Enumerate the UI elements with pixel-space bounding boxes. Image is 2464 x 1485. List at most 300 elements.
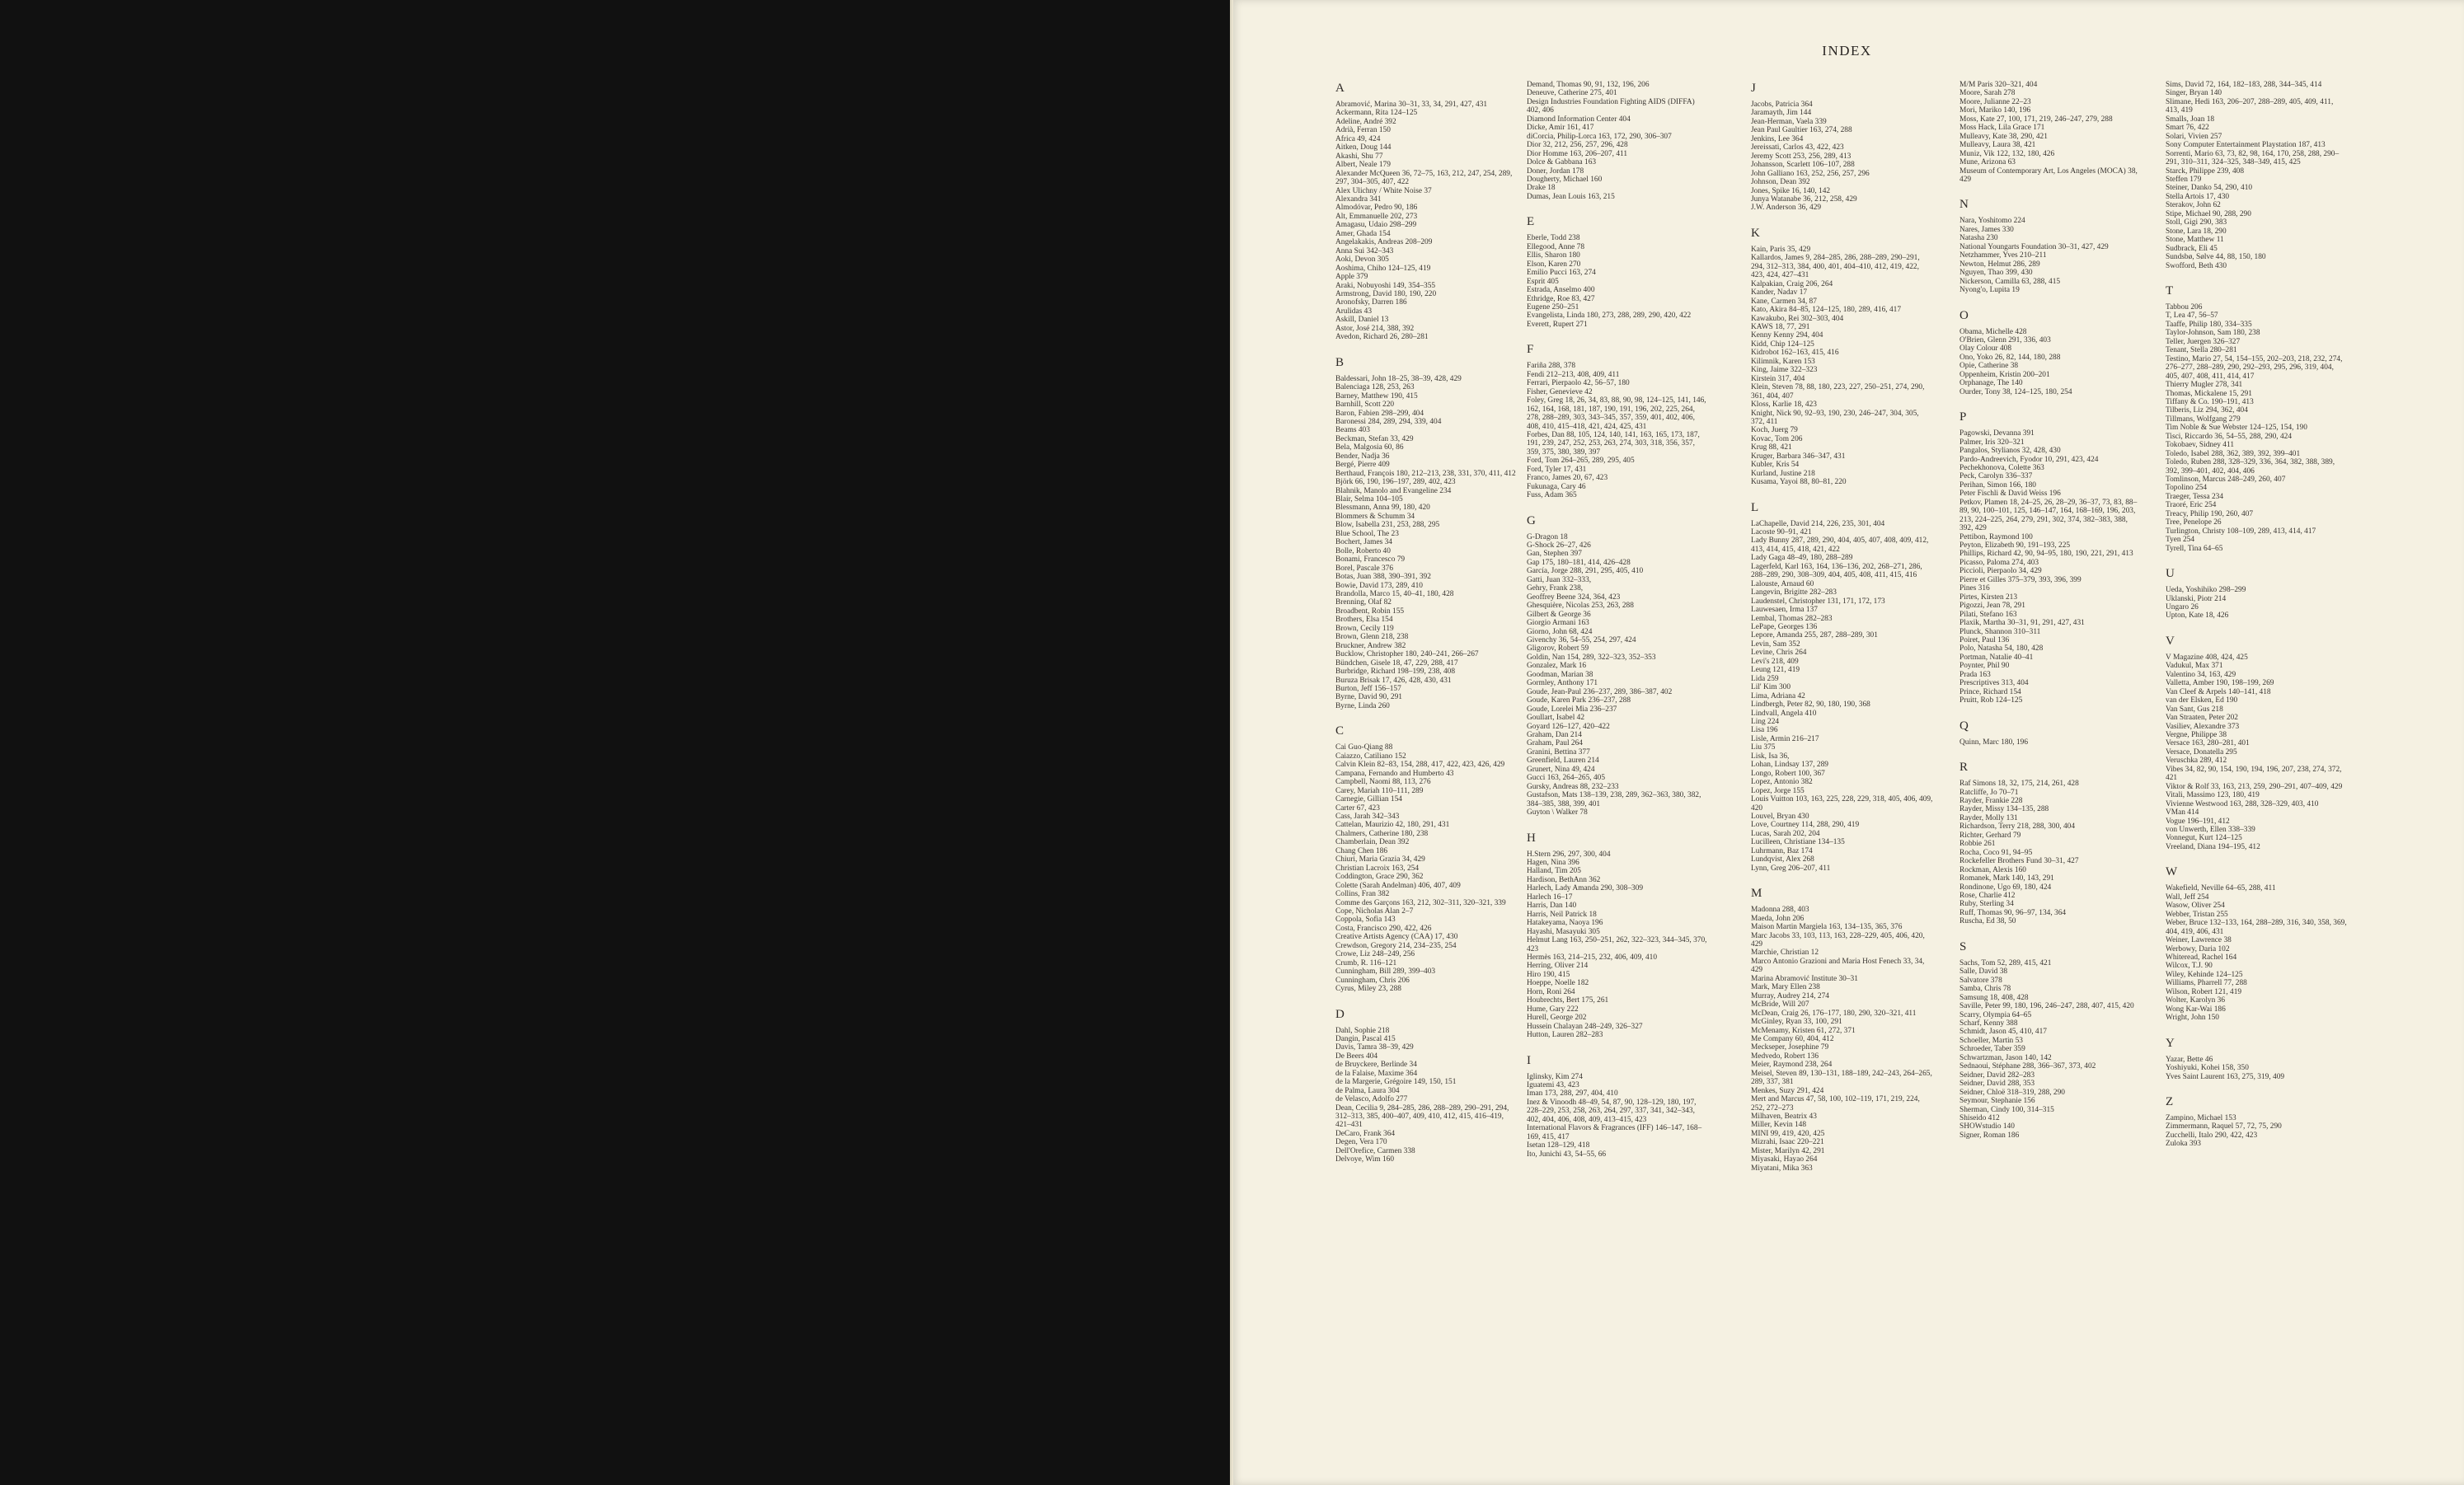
- index-entry: Louis Vuitton 103, 163, 225, 228, 229, 318, 405, 406, 409, 420: [1751, 795, 1933, 813]
- index-entry: Seidner, Chloë 318–319, 288, 290: [1959, 1088, 2065, 1097]
- index-entry: Eberle, Todd 238: [1527, 234, 1580, 243]
- index-entry: Sednaoui, Stéphane 288, 366–367, 373, 402: [1959, 1062, 2096, 1071]
- index-entry: Crewdson, Gregory 214, 234–235, 254: [1335, 941, 1457, 950]
- index-entry: Lepore, Amanda 255, 287, 288–289, 301: [1751, 631, 1878, 640]
- index-entry: Robbie 261: [1959, 840, 1996, 849]
- index-entry: Lalouste, Arnaud 60: [1751, 579, 1814, 588]
- index-entry: Newton, Helmut 286, 289: [1959, 260, 2040, 269]
- index-entry: Coddington, Grace 290, 362: [1335, 873, 1424, 882]
- index-entry: Ferrari, Pierpaolo 42, 56–57, 180: [1527, 379, 1630, 388]
- index-section: [2166, 283, 2349, 553]
- index-entry: Givenchy 36, 54–55, 254, 297, 424: [1527, 636, 1636, 645]
- index-entry: Richardson, Terry 218, 288, 300, 404: [1959, 822, 2076, 832]
- section-letter: G: [1527, 513, 1536, 527]
- index-entry: Salvatore 378: [1959, 976, 2002, 985]
- index-entry: Pirtes, Kirsten 213: [1959, 593, 2018, 602]
- index-entry: Brown, Cecily 119: [1335, 624, 1394, 633]
- index-entry: Lil' Kim 300: [1751, 683, 1791, 692]
- index-entry: Broadbent, Robin 155: [1335, 607, 1405, 616]
- index-entry: DeCaro, Frank 364: [1335, 1129, 1396, 1138]
- index-entry: Starck, Philippe 239, 408: [2166, 166, 2245, 176]
- index-entry: Madonna 288, 403: [1751, 906, 1809, 915]
- index-entry: Traoré, Eric 254: [2166, 501, 2217, 510]
- index-entry: Webber, Tristan 255: [2166, 910, 2228, 919]
- index-entry: de Velasco, Adolfo 277: [1335, 1095, 1408, 1104]
- index-entry: Carter 67, 423: [1335, 803, 1380, 813]
- index-entry: Prince, Richard 154: [1959, 687, 2021, 696]
- index-entry: Picasso, Paloma 274, 403: [1959, 558, 2039, 567]
- index-entry: Tokobaev, Sidney 411: [2166, 441, 2235, 450]
- index-entry: Gilbert & George 36: [1527, 610, 1591, 619]
- index-entry: Cope, Nicholas Alan 2–7: [1335, 906, 1414, 916]
- index-entry: Berthaud, François 180, 212–213, 238, 331, 370, 411, 412: [1335, 469, 1516, 478]
- index-entry: Menkes, Suzy 291, 424: [1751, 1086, 1824, 1095]
- index-entry: Krug 88, 421: [1751, 443, 1792, 452]
- index-entry: Nyong'o, Lupita 19: [1959, 286, 2020, 295]
- index-entry: Barnhill, Scott 220: [1335, 401, 1395, 410]
- index-section: [1527, 513, 1710, 817]
- index-entry: Africa 49, 424: [1335, 134, 1381, 143]
- section-letter: A: [1335, 82, 1345, 95]
- index-entry: Bochert, James 34: [1335, 538, 1392, 547]
- index-entry: Blessmann, Anna 99, 180, 420: [1335, 504, 1430, 513]
- index-entry: VMan 414: [2166, 808, 2199, 817]
- index-entry: Muniz, Vik 122, 132, 180, 426: [1959, 149, 2055, 158]
- index-entry: Sherman, Cindy 100, 314–315: [1959, 1105, 2054, 1114]
- index-entry: Houbrechts, Bert 175, 261: [1527, 996, 1609, 1005]
- index-entry: Harlech, Lady Amanda 290, 308–309: [1527, 884, 1644, 893]
- index-entry: Jereissati, Carlos 43, 422, 423: [1751, 143, 1844, 152]
- index-entry: Doner, Jordan 178: [1527, 166, 1584, 176]
- index-entry: Ruby, Sterling 34: [1959, 900, 2014, 909]
- index-entry: Dumas, Jean Louis 163, 215: [1527, 192, 1615, 201]
- index-section: [1959, 197, 2143, 294]
- index-entry: H.Stern 296, 297, 300, 404: [1527, 850, 1611, 859]
- index-entry: Brenning, Olaf 82: [1335, 598, 1392, 607]
- index-entry: Prada 163: [1959, 670, 1991, 679]
- index-entry: Maison Martin Margiela 163, 134–135, 365, 376: [1751, 923, 1903, 932]
- index-entry: Baronessi 284, 289, 294, 339, 404: [1335, 417, 1442, 426]
- index-entry: Cunningham, Chris 206: [1335, 976, 1410, 985]
- index-entry: Adeline, André 392: [1335, 117, 1396, 126]
- index-entry: Zampino, Michael 153: [2166, 1113, 2236, 1122]
- index-entry: Albert, Neale 179: [1335, 161, 1391, 170]
- index-entry: Sims, David 72, 164, 182–183, 288, 344–345, 414: [2166, 81, 2322, 89]
- index-entry: Creative Artists Agency (CAA) 17, 430: [1335, 933, 1458, 942]
- index-entry: Christian Lacroix 163, 254: [1335, 864, 1420, 873]
- index-entry: Netzhammer, Yves 210–211: [1959, 251, 2047, 260]
- index-entry: Poiret, Paul 136: [1959, 636, 2010, 645]
- section-letter: K: [1751, 226, 1760, 240]
- index-entry: Murray, Audrey 214, 274: [1751, 991, 1829, 1000]
- index-entry: Wright, John 150: [2166, 1014, 2219, 1023]
- index-entry: Marc Jacobs 33, 103, 113, 163, 228–229, 405, 406, 420, 429: [1751, 931, 1925, 949]
- index-entry: Burton, Jeff 156–157: [1335, 685, 1401, 693]
- index-entry: Blue School, The 23: [1335, 529, 1399, 538]
- index-entry: O'Brien, Glenn 291, 336, 403: [1959, 335, 2051, 344]
- index-entry: Steiner, Danko 54, 290, 410: [2166, 184, 2253, 193]
- index-entry: Mark, Mary Ellen 238: [1751, 983, 1820, 992]
- index-entry: Langevin, Brigitte 282–283: [1751, 588, 1837, 597]
- index-entry: Mori, Mariko 140, 196: [1959, 106, 2031, 115]
- index-section: [1527, 1053, 1710, 1159]
- index-entry: Laudenstel, Christopher 131, 171, 172, 173: [1751, 597, 1885, 606]
- index-entry: Coppola, Sofia 143: [1335, 916, 1396, 925]
- index-entry: Collins, Fran 382: [1335, 890, 1390, 899]
- index-entry: Stipe, Michael 90, 288, 290: [2166, 209, 2251, 218]
- index-entry: Hiro 190, 415: [1527, 970, 1570, 979]
- index-entry: Wilcox, T.J. 90: [2166, 962, 2213, 971]
- section-letter: U: [2166, 567, 2175, 581]
- index-entry: Medvedo, Robert 136: [1751, 1052, 1819, 1061]
- index-entry: Stone, Matthew 11: [2166, 236, 2224, 245]
- index-column: [1335, 81, 1518, 1164]
- index-entry: Brandolla, Marco 15, 40–41, 180, 428: [1335, 590, 1454, 599]
- index-entry: Longo, Robert 100, 367: [1751, 769, 1825, 778]
- index-entry: Zuloka 393: [2166, 1140, 2201, 1149]
- index-entry: Tiffany & Co. 190–191, 413: [2166, 397, 2254, 406]
- index-entry: Bela, Malgosia 60, 86: [1335, 443, 1404, 452]
- index-entry: Phillips, Richard 42, 90, 94–95, 180, 190, 221, 291, 413: [1959, 550, 2133, 559]
- index-entry: Alt, Emmanuelle 202, 273: [1335, 212, 1418, 221]
- index-entry: Rayder, Frankie 228: [1959, 797, 2023, 805]
- index-entry: Herring, Oliver 214: [1527, 962, 1589, 971]
- index-entry: Davis, Tamra 38–39, 429: [1335, 1043, 1414, 1052]
- index-entry: Baldessari, John 18–25, 38–39, 428, 429: [1335, 374, 1462, 383]
- index-entry: Stoll, Gigi 290, 383: [2166, 218, 2227, 227]
- index-entry: Oppenheim, Kristin 200–201: [1959, 370, 2050, 379]
- index-entry: Yoshiyuki, Kohei 158, 350: [2166, 1064, 2249, 1073]
- index-entry: Dior Homme 163, 206–207, 411: [1527, 149, 1628, 158]
- index-entry: Nguyen, Thao 399, 430: [1959, 269, 2033, 278]
- index-entry: Slimane, Hedi 163, 206–207, 288–289, 405, 409, 411, 413, 419: [2166, 97, 2334, 115]
- index-entry: Gonzalez, Mark 16: [1527, 662, 1587, 671]
- index-entry: Fisher, Genevieve 42: [1527, 387, 1593, 396]
- index-entry: Chalmers, Catherine 180, 238: [1335, 829, 1429, 838]
- section-letter: F: [1527, 343, 1534, 357]
- index-entry: Emilio Pucci 163, 274: [1527, 269, 1596, 278]
- index-entry: Ethridge, Roe 83, 427: [1527, 294, 1595, 303]
- index-entry: Akashi, Shu 77: [1335, 152, 1383, 161]
- index-entry: Moss, Kate 27, 100, 171, 219, 246–247, 279, 288: [1959, 115, 2113, 124]
- index-entry: Hardison, BethAnn 362: [1527, 875, 1601, 884]
- index-section: [1959, 308, 2143, 397]
- index-entry: Alex Ulichny / White Noise 37: [1335, 186, 1432, 195]
- index-entry: Vergne, Philippe 38: [2166, 731, 2227, 739]
- index-entry: Prescriptives 313, 404: [1959, 679, 2029, 688]
- index-section: [1959, 760, 2143, 926]
- index-entry: Veruschka 289, 412: [2166, 757, 2227, 766]
- section-letter: Q: [1959, 719, 1969, 733]
- index-entry: Nara, Yoshitomo 224: [1959, 217, 2025, 226]
- index-entry: Alexander McQueen 36, 72–75, 163, 212, 247, 254, 289, 297, 304–305, 407, 422: [1335, 169, 1513, 187]
- index-entry: Van Straaten, Peter 202: [2166, 714, 2238, 723]
- index-section: [2166, 864, 2349, 1022]
- index-entry: Piccioli, Pierpaolo 34, 429: [1959, 567, 2042, 576]
- index-entry: Dahl, Sophie 218: [1335, 1026, 1390, 1035]
- index-entry: Jacobs, Patricia 364: [1751, 101, 1813, 109]
- index-entry: Perihan, Simon 166, 180: [1959, 480, 2036, 490]
- index-entry: Drake 18: [1527, 184, 1556, 193]
- index-entry: Goldin, Nan 154, 289, 322–323, 352–353: [1527, 653, 1656, 662]
- index-entry: von Unwerth, Ellen 338–339: [2166, 825, 2255, 834]
- index-section: [2166, 566, 2349, 621]
- index-section: [1751, 886, 1934, 1173]
- index-entry: Hutton, Lauren 282–283: [1527, 1031, 1603, 1040]
- section-letter: H: [1527, 831, 1536, 845]
- index-entry: Ford, Tom 264–265, 289, 295, 405: [1527, 457, 1635, 466]
- index-section: [1751, 500, 1934, 874]
- index-entry: Abramović, Marina 30–31, 33, 34, 291, 427, 431: [1335, 101, 1488, 109]
- index-entry: Lindvall, Angela 410: [1751, 709, 1817, 718]
- index-entry: Zucchelli, Italo 290, 422, 423: [2166, 1131, 2258, 1140]
- index-entry: Toledo, Ruben 288, 328–329, 336, 364, 382, 388, 389, 392, 399–401, 402, 404, 406: [2166, 458, 2335, 475]
- index-entry: Dangin, Pascal 415: [1335, 1034, 1396, 1043]
- index-entry: Buruza Brisak 17, 426, 428, 430, 431: [1335, 676, 1452, 685]
- index-entry: Colette (Sarah Andelman) 406, 407, 409: [1335, 881, 1461, 890]
- index-section: [1527, 81, 1710, 201]
- index-entry: van der Elsken, Ed 190: [2166, 696, 2238, 705]
- index-entry: Giorgio Armani 163: [1527, 619, 1589, 628]
- index-entry: Signer, Roman 186: [1959, 1131, 2020, 1140]
- index-entry: LaChapelle, David 214, 226, 235, 301, 404: [1751, 519, 1885, 528]
- index-entry: Love, Courtney 114, 288, 290, 419: [1751, 821, 1860, 830]
- index-entry: Amer, Ghada 154: [1335, 229, 1391, 238]
- section-letter: O: [1959, 308, 1969, 322]
- index-entry: Meckseper, Josephine 79: [1751, 1043, 1829, 1052]
- index-entry: Fariña 288, 378: [1527, 362, 1576, 371]
- index-entry: Romanek, Mark 140, 143, 291: [1959, 874, 2054, 883]
- index-section: [1527, 342, 1710, 499]
- index-entry: Lagerfeld, Karl 163, 164, 136–136, 202, 268–271, 286, 288–289, 290, 308–309, 404, 405, 408, 411, 415, 416: [1751, 562, 1922, 580]
- index-entry: Taaffe, Philip 180, 334–335: [2166, 320, 2252, 329]
- index-entry: Lisle, Armin 216–217: [1751, 734, 1819, 743]
- index-entry: Gap 175, 180–181, 414, 426–428: [1527, 558, 1631, 567]
- index-entry: Tillmans, Wolfgang 279: [2166, 415, 2241, 424]
- index-entry: Lady Bunny 287, 289, 290, 404, 405, 407, 408, 409, 412, 413, 414, 415, 418, 421, 422: [1751, 536, 1929, 554]
- index-entry: Topolino 254: [2166, 484, 2208, 493]
- section-letter: V: [2166, 634, 2175, 648]
- index-entry: Anna Sui 342–343: [1335, 246, 1394, 255]
- index-entry: Zimmermann, Raquel 57, 72, 75, 290: [2166, 1122, 2282, 1131]
- index-entry: Inez & Vinoodh 48–49, 54, 87, 90, 128–129, 180, 197, 228–229, 253, 258, 263, 264, 297, 337, 341, 342–343, 402, 404, 406, 408, 409, 413–415, 423: [1527, 1098, 1697, 1124]
- index-section: [2166, 634, 2349, 851]
- index-entry: Shiseido 412: [1959, 1113, 2000, 1122]
- index-entry: Calvin Klein 82–83, 154, 288, 417, 422, 423, 426, 429: [1335, 761, 1505, 770]
- index-entry: Lacoste 90–91, 421: [1751, 528, 1812, 537]
- index-entry: Amagasu, Udaio 298–299: [1335, 221, 1417, 230]
- index-entry: Bündchen, Gisele 18, 47, 229, 288, 417: [1335, 658, 1458, 668]
- index-entry: Pettibon, Raymond 100: [1959, 532, 2033, 541]
- index-entry: Caiazzo, Catiliano 152: [1335, 752, 1406, 761]
- index-entry: Blommers & Schumm 34: [1335, 512, 1415, 521]
- index-entry: Hatakeyama, Naoya 196: [1527, 919, 1603, 928]
- index-entry: Graham, Dan 214: [1527, 731, 1582, 739]
- page-title: INDEX: [1822, 43, 1872, 59]
- index-entry: Plunck, Shannon 310–311: [1959, 627, 2041, 636]
- index-entry: Kawakubo, Rei 302–303, 404: [1751, 314, 1844, 323]
- index-entry: Swofford, Beth 430: [2166, 261, 2227, 270]
- index-entry: Marchie, Christian 12: [1751, 949, 1819, 958]
- index-entry: Ellegood, Anne 78: [1527, 242, 1585, 251]
- index-entry: Vreeland, Diana 194–195, 412: [2166, 842, 2260, 851]
- index-entry: Dicke, Amir 161, 417: [1527, 124, 1594, 133]
- index-entry: Bowie, David 173, 289, 410: [1335, 581, 1423, 590]
- index-entry: Hume, Gary 222: [1527, 1005, 1579, 1014]
- index-entry: Singer, Bryan 140: [2166, 89, 2222, 98]
- index-entry: McMenamy, Kristen 61, 272, 371: [1751, 1026, 1856, 1035]
- index-column: [1527, 81, 1710, 1159]
- index-entry: Stella Artois 17, 430: [2166, 192, 2230, 201]
- index-entry: Lucilleen, Christiane 134–135: [1751, 838, 1845, 847]
- index-entry: Beckman, Stefan 33, 429: [1335, 434, 1414, 443]
- index-entry: Beams 403: [1335, 426, 1370, 435]
- index-entry: Balenciaga 128, 253, 263: [1335, 383, 1415, 392]
- index-entry: Koch, Juerg 79: [1751, 426, 1798, 435]
- index-entry: G-Dragon 18: [1527, 532, 1568, 541]
- index-entry: Wolter, Karolyn 36: [2166, 996, 2226, 1005]
- index-entry: Rayder, Molly 131: [1959, 813, 2018, 822]
- index-entry: Vibes 34, 82, 90, 154, 190, 194, 196, 207, 238, 274, 372, 421: [2166, 765, 2342, 783]
- index-section: [2166, 81, 2349, 270]
- section-letter: J: [1751, 82, 1756, 95]
- index-entry: Lisa 196: [1751, 726, 1778, 735]
- index-entry: Hagen, Nina 396: [1527, 858, 1579, 867]
- index-entry: Rose, Charlie 412: [1959, 891, 2016, 900]
- index-entry: Burbridge, Richard 198–199, 238, 408: [1335, 668, 1456, 677]
- index-section: [1751, 226, 1934, 487]
- index-entry: Palmer, Iris 320–321: [1959, 438, 2025, 447]
- index-entry: Lundqvist, Alex 268: [1751, 855, 1814, 864]
- index-entry: Kidrobot 162–163, 415, 416: [1751, 349, 1839, 358]
- index-entry: Pardo-Andreevich, Fyodor 10, 291, 423, 424: [1959, 455, 2099, 464]
- index-entry: Granini, Bettina 377: [1527, 747, 1590, 757]
- index-entry: Kubler, Kris 54: [1751, 461, 1800, 470]
- index-entry: Wall, Jeff 254: [2166, 892, 2209, 902]
- index-entry: Ueda, Yoshihiko 298–299: [2166, 586, 2246, 595]
- index-entry: Ackermann, Rita 124–125: [1335, 109, 1418, 118]
- index-section: [1335, 1007, 1518, 1164]
- index-entry: Jones, Spike 16, 140, 142: [1751, 186, 1831, 195]
- index-entry: Steffen 179: [2166, 175, 2202, 184]
- index-entry: Jaramayth, Jim 144: [1751, 109, 1812, 118]
- index-entry: Araki, Nobuyoshi 149, 354–355: [1335, 281, 1436, 290]
- index-entry: Jean Paul Gaultier 163, 274, 288: [1751, 126, 1852, 135]
- index-entry: Salle, David 38: [1959, 967, 2008, 977]
- index-entry: Nares, James 330: [1959, 225, 2014, 234]
- index-entry: Tilberis, Liz 294, 362, 404: [2166, 406, 2248, 415]
- index-entry: Peyton, Elizabeth 90, 191–193, 225: [1959, 541, 2071, 550]
- index-entry: Mister, Marilyn 42, 291: [1751, 1146, 1825, 1155]
- index-entry: Barney, Matthew 190, 415: [1335, 391, 1418, 401]
- index-entry: Versace, Donatella 295: [2166, 747, 2237, 757]
- index-entry: Moore, Sarah 278: [1959, 89, 2016, 98]
- index-entry: Solari, Vivien 257: [2166, 132, 2222, 141]
- index-entry: Wakefield, Neville 64–65, 288, 411: [2166, 884, 2276, 893]
- index-entry: Williams, Pharrell 77, 288: [2166, 979, 2247, 988]
- index-entry: Schroeder, Taber 359: [1959, 1045, 2025, 1054]
- index-entry: Crumb, R. 116–121: [1335, 958, 1397, 967]
- index-entry: Orphanage, The 140: [1959, 379, 2023, 388]
- index-entry: Ourder, Tony 38, 124–125, 180, 254: [1959, 387, 2072, 396]
- index-entry: Crowe, Liz 248–249, 256: [1335, 950, 1415, 959]
- index-column: [1959, 81, 2143, 1140]
- index-entry: Elson, Karen 270: [1527, 260, 1581, 269]
- index-entry: Björk 66, 190, 196–197, 289, 402, 423: [1335, 478, 1456, 487]
- index-entry: Sorrenti, Mario 63, 73, 82, 98, 164, 170, 258, 288, 290–291, 310–311, 324–325, 348–349, 415, 425: [2166, 149, 2340, 167]
- index-entry: Lopez, Jorge 155: [1751, 786, 1805, 795]
- index-entry: Cyrus, Miley 23, 288: [1335, 985, 1401, 994]
- index-entry: Ruff, Thomas 90, 96–97, 134, 364: [1959, 908, 2067, 917]
- index-entry: Wiley, Kehinde 124–125: [2166, 970, 2243, 979]
- index-entry: Upton, Kate 18, 426: [2166, 611, 2229, 621]
- index-section: [1959, 939, 2143, 1141]
- index-entry: Baron, Fabien 298–299, 404: [1335, 409, 1424, 418]
- index-entry: MINI 99, 419, 420, 425: [1751, 1129, 1825, 1138]
- index-entry: Viktor & Rolf 33, 163, 213, 259, 290–291, 407–409, 429: [2166, 782, 2343, 791]
- index-entry: Everett, Rupert 271: [1527, 320, 1588, 329]
- index-entry: Pruitt, Rob 124–125: [1959, 696, 2023, 705]
- index-entry: Dell'Orefice, Carmen 338: [1335, 1146, 1415, 1155]
- index-entry: Ratcliffe, Jo 70–71: [1959, 788, 2019, 797]
- index-entry: Eugene 250–251: [1527, 302, 1579, 312]
- index-entry: Pagowski, Devanna 391: [1959, 429, 2035, 438]
- index-entry: Sudbrack, Eli 45: [2166, 244, 2218, 253]
- index-entry: Gehry, Frank 238,: [1527, 584, 1584, 593]
- index-entry: Toledo, Isabel 288, 362, 389, 392, 399–401: [2166, 449, 2301, 458]
- section-letter: B: [1335, 355, 1345, 369]
- index-entry: Chamberlain, Dean 392: [1335, 838, 1410, 847]
- index-entry: Horn, Roni 264: [1527, 987, 1575, 996]
- index-entry: Vasiliev, Alexandre 373: [2166, 722, 2240, 731]
- index-entry: Ito, Junichi 43, 54–55, 66: [1527, 1150, 1607, 1159]
- index-entry: Moss Hack, Lila Grace 171: [1959, 124, 2045, 133]
- index-entry: Rayder, Missy 134–135, 288: [1959, 805, 2049, 814]
- index-entry: Blahnik, Manolo and Evangeline 234: [1335, 486, 1452, 495]
- index-entry: Kenny Kenny 294, 404: [1751, 331, 1823, 340]
- index-entry: Goodman, Marian 38: [1527, 670, 1593, 679]
- section-letter: R: [1959, 761, 1969, 775]
- index-entry: Hussein Chalayan 248–249, 326–327: [1527, 1022, 1643, 1031]
- index-column: [1751, 81, 1934, 1173]
- index-section: [2166, 1036, 2349, 1081]
- index-entry: de la Falaise, Maxime 364: [1335, 1069, 1418, 1078]
- index-entry: Armstrong, David 180, 190, 220: [1335, 289, 1437, 298]
- index-entry: Kusama, Yayoi 88, 80–81, 220: [1751, 478, 1847, 487]
- index-entry: Ghesquière, Nicolas 253, 263, 288: [1527, 602, 1634, 611]
- index-entry: Mert and Marcus 47, 58, 100, 102–119, 171, 219, 224, 252, 272–273: [1751, 1095, 1920, 1113]
- index-entry: Campana, Fernando and Humberto 43: [1335, 769, 1454, 778]
- index-entry: Opie, Catherine 38: [1959, 362, 2019, 371]
- section-letter: D: [1335, 1007, 1345, 1021]
- index-entry: Vonnegut, Kurt 124–125: [2166, 834, 2242, 843]
- index-entry: Kidd, Chip 124–125: [1751, 340, 1814, 349]
- index-section: [1335, 355, 1518, 711]
- index-entry: Iglinsky, Kim 274: [1527, 1072, 1583, 1081]
- index-entry: Kurland, Justine 218: [1751, 469, 1815, 478]
- index-entry: Kloss, Karlie 18, 423: [1751, 401, 1817, 410]
- index-entry: Ono, Yoko 26, 82, 144, 180, 288: [1959, 353, 2061, 362]
- section-letter: N: [1959, 198, 1969, 212]
- index-entry: Rockman, Alexis 160: [1959, 865, 2026, 874]
- index-entry: Tomlinson, Marcus 248–249, 260, 407: [2166, 475, 2286, 485]
- index-section: [1959, 719, 2143, 747]
- index-entry: Campbell, Naomi 88, 113, 276: [1335, 778, 1431, 787]
- index-entry: Poynter, Phil 90: [1959, 662, 2010, 671]
- index-entry: V Magazine 408, 424, 425: [2166, 653, 2248, 662]
- index-entry: Marina Abramović Institute 30–31: [1751, 974, 1858, 983]
- index-entry: Demand, Thomas 90, 91, 132, 196, 206: [1527, 81, 1650, 89]
